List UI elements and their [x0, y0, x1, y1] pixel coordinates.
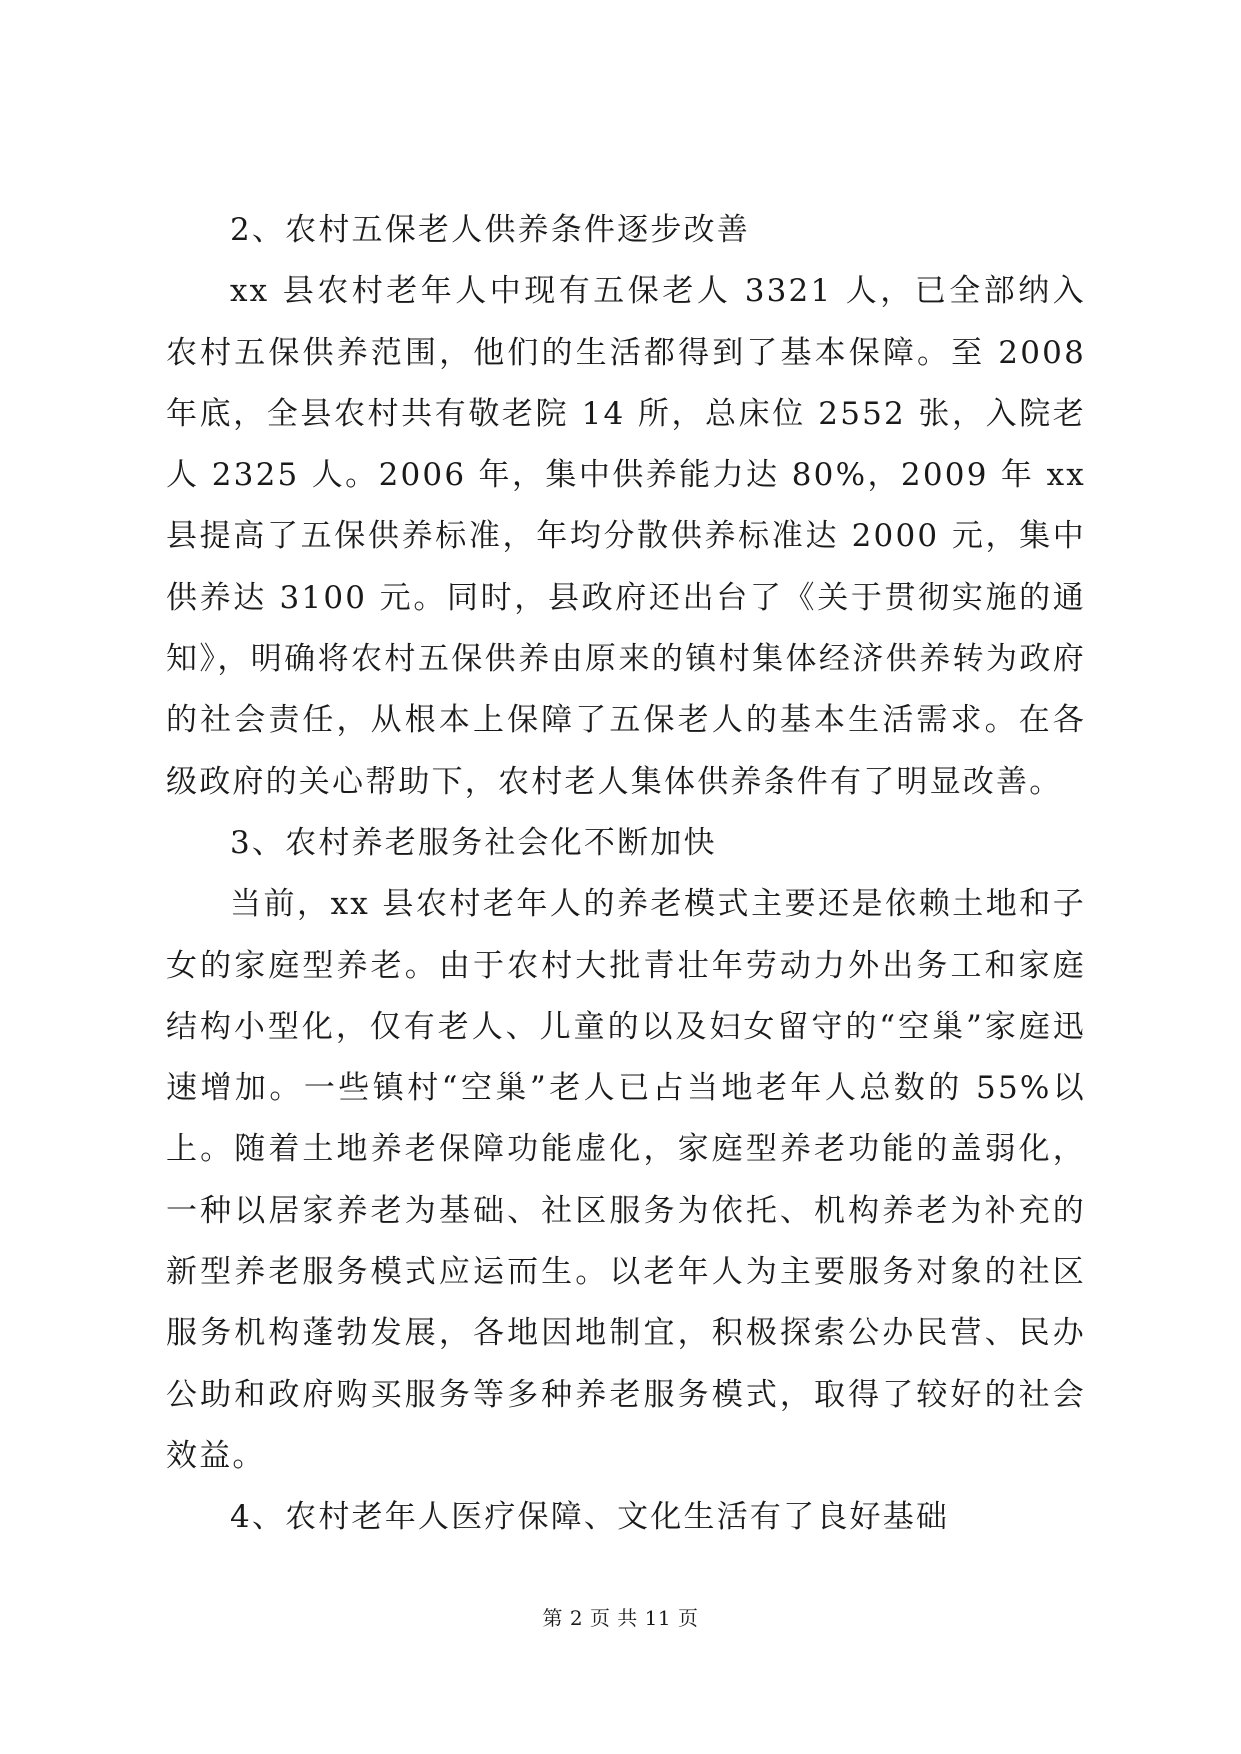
document-body	[166, 200, 1086, 1549]
paragraph-wubao: xx 县农村老年人中现有五保老人 3321 人，已全部纳入农村五保供养范围，他们的生活都得到了基本保障。至 2008 年底，全县农村共有敬老院 14 所，总床位 2552 张，入院老人 2325 人。2006 年，集中供养能力达 80%，2009 年 xx 县提高了五保供养标准，年均分散供养标准达 2000 元，集中供养达 3100 元。同时，县政府还出台了《关于贯彻实施的通知》，明确将农村五保供养由原来的镇村集体经济供养转为政府的社会责任，从根本上保障了五保老人的基本生活需求。在各级政府的关心帮助下，农村老人集体供养条件有了明显改善。	[166, 273, 1086, 800]
page-number-footer: 第 2 页 共 11 页	[542, 1606, 699, 1630]
section-heading-3: 3、农村养老服务社会化不断加快	[230, 824, 717, 861]
section-heading-2: 2、农村五保老人供养条件逐步改善	[230, 212, 750, 248]
section-heading-4: 4、农村老年人医疗保障、文化生活有了良好基础	[230, 1499, 950, 1536]
paragraph-service: 当前，xx 县农村老年人的养老模式主要还是依赖土地和子女的家庭型养老。由于农村大批青壮年劳动力外出务工和家庭结构小型化，仅有老人、儿童的以及妇女留守的“空巢”家庭迅速增加。一些镇村“空巢”老人已占当地老年人总数的 55%以上。随着土地养老保障功能虚化，家庭型养老功能的盖弱化，一种以居家养老为基础、社区服务为依托、机构养老为补充的新型养老服务模式应运而生。以老年人为主要服务对象的社区服务机构蓬勃发展，各地因地制宜，积极探索公办民营、民办公助和政府购买服务等多种养老服务模式，取得了较好的社会效益。	[166, 886, 1086, 1474]
